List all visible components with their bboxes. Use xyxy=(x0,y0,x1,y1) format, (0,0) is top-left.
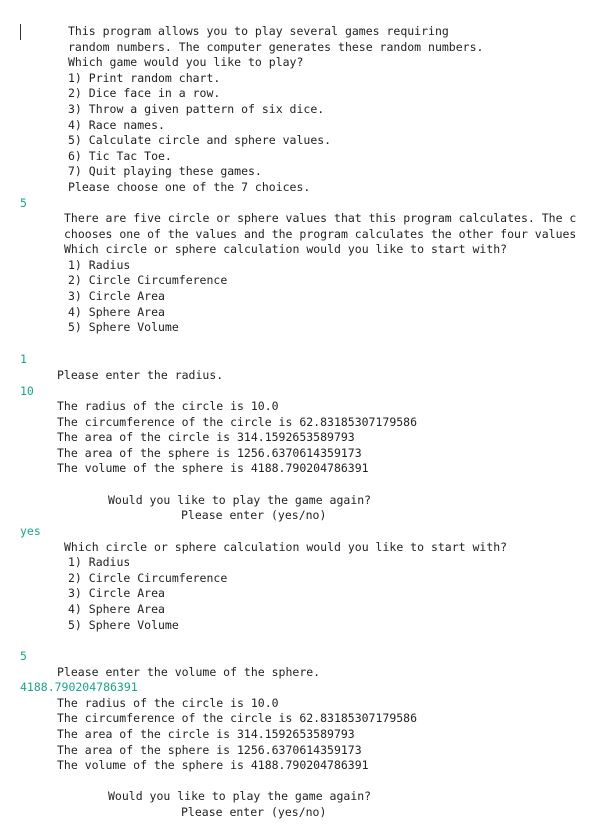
result-line: The volume of the sphere is 4188.790204786391 xyxy=(57,758,369,773)
intro-line: Which game would you like to play? xyxy=(68,55,304,70)
result-line: The circumference of the circle is 62.83185307179586 xyxy=(57,414,418,429)
menu-option: 2) Circle Circumference xyxy=(68,570,228,585)
user-input-again: yes xyxy=(20,524,41,538)
circle-intro-line: Which circle or sphere calculation would you like to start with? xyxy=(64,242,508,257)
game-option: 7) Quit playing these games. xyxy=(68,164,262,179)
intro-line: This program allows you to play several games requiring xyxy=(68,24,449,38)
game-option: 5) Calculate circle and sphere values. xyxy=(68,133,332,148)
menu-option: 3) Circle Area xyxy=(68,586,165,601)
result-line: The radius of the circle is 10.0 xyxy=(57,695,279,710)
user-input-choice: 1 xyxy=(20,352,27,366)
circle-intro-line: There are five circle or sphere values that this program calculates. The c xyxy=(64,211,577,225)
menu-question: Which circle or sphere calculation would you like to start with? xyxy=(64,539,508,554)
menu-option: 1) Radius xyxy=(68,555,131,570)
menu-option: 1) Radius xyxy=(68,257,131,272)
game-option: 6) Tic Tac Toe. xyxy=(68,148,172,163)
result-line: The volume of the sphere is 4188.790204786391 xyxy=(57,461,369,476)
intro-line: Please choose one of the 7 choices. xyxy=(68,180,311,194)
user-input-game: 5 xyxy=(20,196,27,210)
circle-intro-line: chooses one of the values and the program calculates the other four values xyxy=(64,226,577,241)
menu-option: 3) Circle Area xyxy=(68,289,165,303)
result-line: The radius of the circle is 10.0 xyxy=(57,399,279,413)
game-option: 4) Race names. xyxy=(68,117,165,132)
result-line: The area of the circle is 314.1592653589793 xyxy=(57,430,355,445)
result-line: The area of the sphere is 1256.6370614359173 xyxy=(57,742,362,757)
intro-line: random numbers. The computer generates these random numbers. xyxy=(68,39,484,54)
play-again-question: Would you like to play the game again? xyxy=(108,789,372,804)
menu-option: 4) Sphere Area xyxy=(68,602,165,616)
user-input-volume: 4188.790204786391 xyxy=(20,680,138,695)
prompt-volume: Please enter the volume of the sphere. xyxy=(57,664,321,679)
prompt-radius: Please enter the radius. xyxy=(57,368,224,382)
result-line: The circumference of the circle is 62.83185307179586 xyxy=(57,711,418,726)
play-again-prompt: Please enter (yes/no) xyxy=(181,805,327,819)
play-again-question: Would you like to play the game again? xyxy=(108,492,372,507)
menu-option: 5) Sphere Volume xyxy=(68,320,179,335)
user-input-radius: 10 xyxy=(20,383,34,398)
result-line: The area of the circle is 314.1592653589793 xyxy=(57,727,355,741)
game-option: 2) Dice face in a row. xyxy=(68,86,221,101)
menu-option: 2) Circle Circumference xyxy=(68,273,228,288)
menu-option: 5) Sphere Volume xyxy=(68,617,179,632)
user-input-choice: 5 xyxy=(20,649,27,663)
result-line: The area of the sphere is 1256.6370614359173 xyxy=(57,445,362,460)
menu-option: 4) Sphere Area xyxy=(68,304,165,319)
play-again-prompt: Please enter (yes/no) xyxy=(181,508,327,523)
game-option: 3) Throw a given pattern of six dice. xyxy=(68,102,325,116)
text-cursor xyxy=(20,24,21,40)
game-option: 1) Print random chart. xyxy=(68,70,221,85)
